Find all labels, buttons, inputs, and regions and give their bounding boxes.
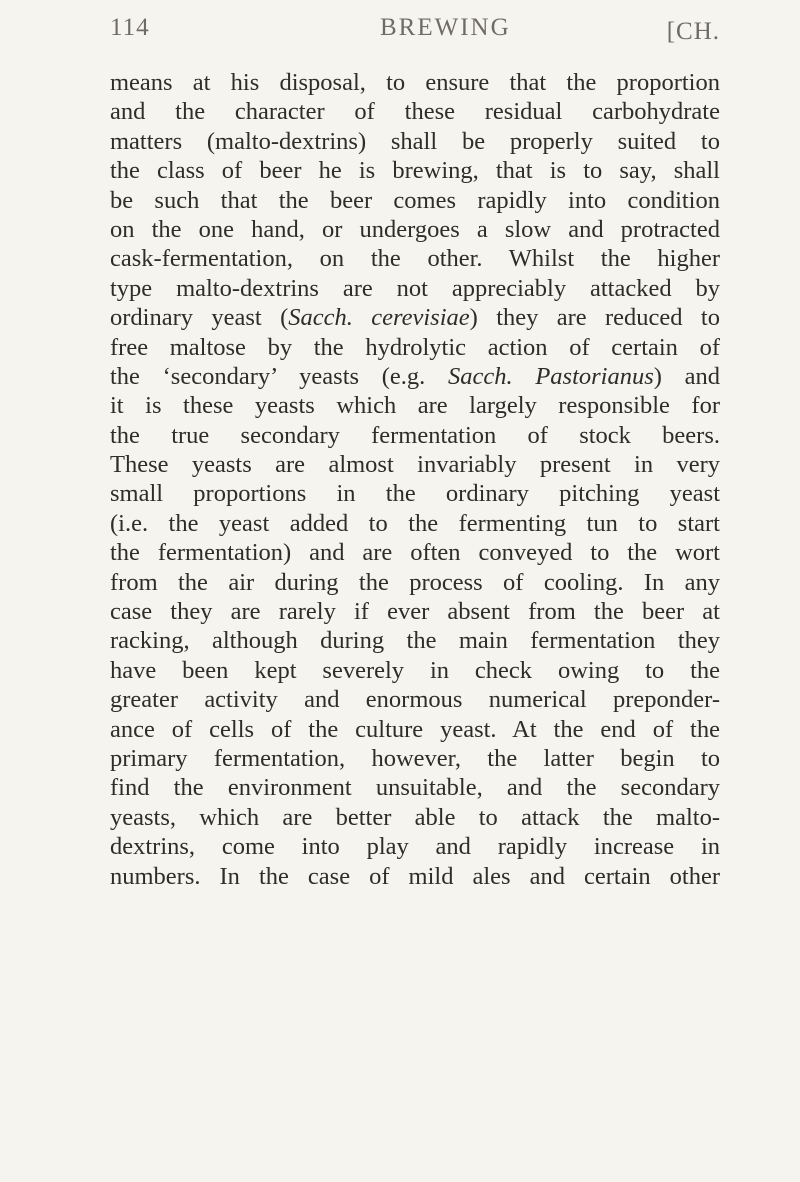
text-line: on the one hand, or undergoes a slow and protracted xyxy=(110,215,720,243)
text-line: the ‘secondary’ yeasts (e.g. Sacch. Pastorianus) and xyxy=(110,362,720,390)
text-line: and the character of these residual carbohydrate xyxy=(110,98,720,126)
text-line: yeasts, which are better able to attack the malto- xyxy=(110,803,720,831)
body-text xyxy=(110,68,720,891)
chapter-abbreviation: [CH. xyxy=(666,18,720,45)
running-title: BREWING xyxy=(380,14,511,41)
text-line: racking, although during the main fermentation they xyxy=(110,627,720,655)
text-line: (i.e. the yeast added to the fermenting tun to start xyxy=(110,509,720,537)
text-line: find the environment unsuitable, and the secondary xyxy=(110,774,720,802)
text-line: small proportions in the ordinary pitching yeast xyxy=(110,480,720,508)
text-line: have been kept severely in check owing to the xyxy=(110,656,720,684)
text-line: case they are rarely if ever absent from the beer at xyxy=(110,598,720,626)
text-line: from the air during the process of cooling. In any xyxy=(110,568,720,596)
text-line: greater activity and enormous numerical preponder- xyxy=(110,686,720,714)
text-line: dextrins, come into play and rapidly increase in xyxy=(110,833,720,861)
text-line: the true secondary fermentation of stock beers. xyxy=(110,421,720,449)
text-line: the fermentation) and are often conveyed to the wort xyxy=(110,539,720,567)
text-line: numbers. In the case of mild ales and certain other xyxy=(110,862,720,890)
text-line: ordinary yeast (Sacch. cerevisiae) they are reduced to xyxy=(110,304,720,332)
text-line: cask-fermentation, on the other. Whilst the higher xyxy=(110,245,720,273)
running-head xyxy=(110,14,720,54)
text-line: primary fermentation, however, the latter begin to xyxy=(110,744,720,772)
text-line: free maltose by the hydrolytic action of certain of xyxy=(110,333,720,361)
text-line: ance of cells of the culture yeast. At the end of the xyxy=(110,715,720,743)
text-line: matters (malto-dextrins) shall be properly suited to xyxy=(110,127,720,155)
text-line: be such that the beer comes rapidly into condition xyxy=(110,186,720,214)
text-line: the class of beer he is brewing, that is to say, shall xyxy=(110,157,720,185)
text-line: it is these yeasts which are largely responsible for xyxy=(110,392,720,420)
text-line: means at his disposal, to ensure that the proportion xyxy=(110,69,720,96)
page-number: 114 xyxy=(110,14,150,41)
text-line: type malto-dextrins are not appreciably attacked by xyxy=(110,274,720,302)
text-line: These yeasts are almost invariably present in very xyxy=(110,451,720,479)
